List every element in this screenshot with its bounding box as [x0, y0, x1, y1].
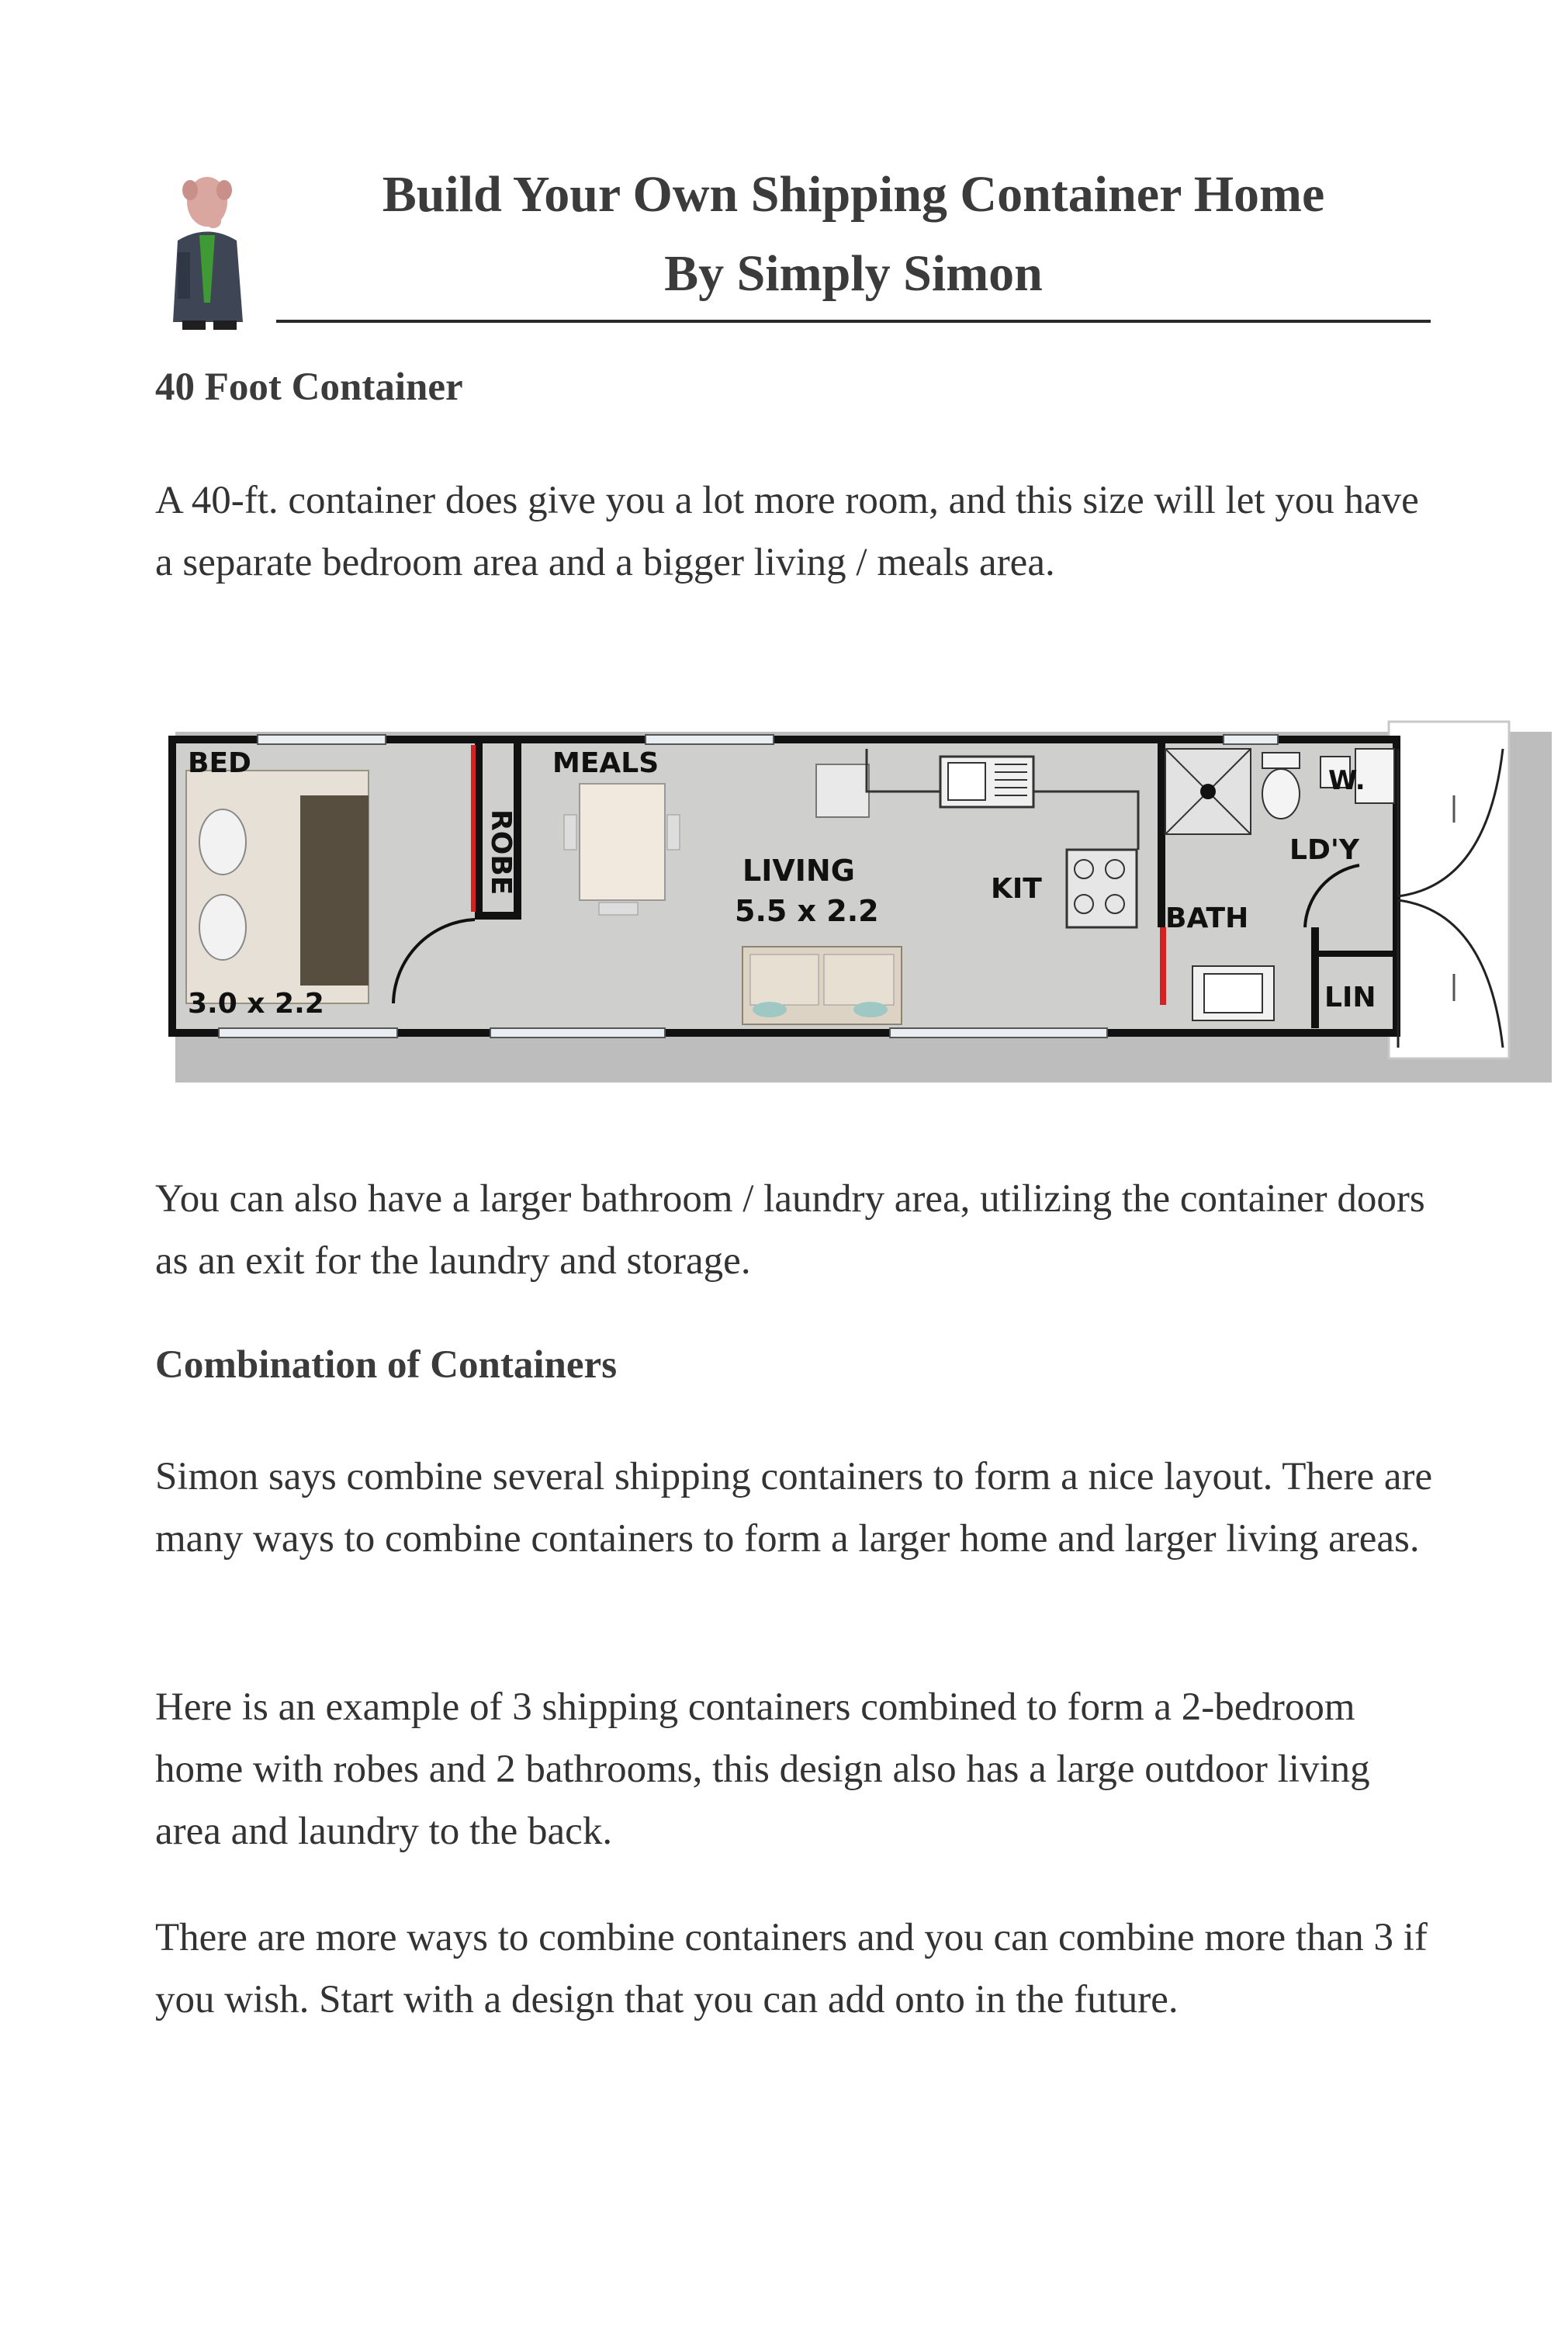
- title-line-2: By Simply Simon: [664, 245, 1043, 302]
- paragraph-40ft-intro: A 40-ft. container does give you a lot more room, and this size will let you have a separate bedroom area and a bigger living / meals area.: [155, 479, 1419, 584]
- plan-label-lin: LIN: [1324, 982, 1376, 1013]
- plan-label-living-size: 5.5 x 2.2: [735, 894, 879, 928]
- plan-label-kit: KIT: [991, 873, 1042, 905]
- title-line-1: Build Your Own Shipping Container Home: [382, 166, 1325, 223]
- floor-plan-40ft-container: [164, 718, 1552, 1083]
- plan-label-bed-size: 3.0 x 2.2: [188, 988, 324, 1020]
- plan-label-ldy: LD'Y: [1289, 834, 1359, 866]
- author-figure-illustration: [159, 167, 256, 334]
- paragraph-more-ways: There are more ways to combine containers and you can combine more than 3 if you wish. Start with a design that you can add onto in the future.: [155, 1916, 1428, 2021]
- plan-label-bath: BATH: [1165, 902, 1249, 934]
- paragraph-combination-intro: Simon says combine several shipping containers to form a nice layout. There are many ways to combine containers to form a larger home and larger living areas.: [155, 1455, 1433, 1561]
- paragraph-bathroom-laundry: You can also have a larger bathroom / laundry area, utilizing the container doors as an exit for the laundry and storage.: [155, 1177, 1425, 1283]
- plan-label-robe: ROBE: [485, 809, 517, 896]
- document-title: [279, 155, 1428, 314]
- plan-label-meals: MEALS: [552, 747, 659, 779]
- title-underline: [276, 320, 1431, 323]
- plan-label-living: LIVING: [742, 854, 855, 888]
- plan-label-bed: BED: [188, 747, 251, 779]
- section-heading-40ft: 40 Foot Container: [155, 365, 463, 409]
- plan-label-w: W.: [1328, 765, 1366, 796]
- section-heading-combination: Combination of Containers: [155, 1343, 618, 1387]
- paragraph-three-container-example: Here is an example of 3 shipping containers combined to form a 2-bedroom home with robes and 2 bathrooms, this design also has a large outdoor living area and laundry to the back.: [155, 1685, 1370, 1853]
